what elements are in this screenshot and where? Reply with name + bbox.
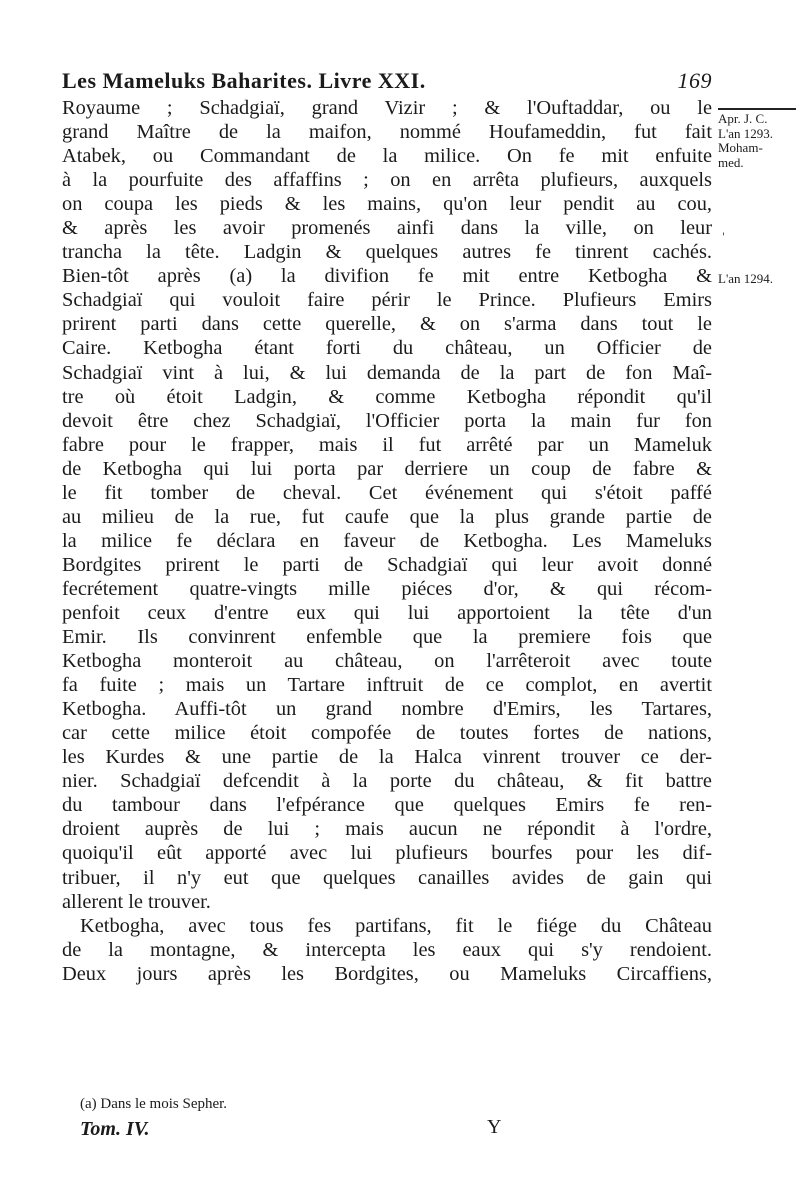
text-line: penfoit ceux d'entre eux qui lui apportoient la tête d'un (62, 601, 712, 624)
running-head (62, 68, 712, 98)
text-line: & après les avoir promenés ainfi dans la ville, on leur (62, 217, 712, 240)
text-line: la milice fe déclara en faveur de Ketbogha. Les Mameluks (62, 529, 712, 552)
body-text (62, 96, 712, 986)
text-line: le fit tomber de cheval. Cet événement qui s'étoit paffé (62, 481, 712, 504)
text-line: Ketbogha, avec tous fes partifans, fit le fiége du Château (80, 914, 712, 937)
text-line: Schadgiaï qui vouloit faire périr le Prince. Plufieurs Emirs (62, 289, 712, 312)
text-line: Ketbogha monteroit au château, on l'arrêteroit avec toute (62, 650, 712, 673)
margin-note-line: Moham- (718, 140, 763, 155)
text-line: car cette milice étoit compofée de toutes fortes de nations, (62, 722, 712, 745)
text-line: à la pourfuite des affaffins ; on en arrêta plufieurs, auxquels (62, 169, 712, 192)
margin-rule (718, 108, 796, 110)
text-line: Schadgiaï vint à lui, & lui demanda de la part de fon Maî- (62, 361, 712, 384)
page-number: 169 (677, 68, 712, 93)
text-line: tribuer, il n'y eut que quelques canailles avides de gain qui (62, 866, 712, 889)
margin-note-line: L'an 1293. (718, 125, 774, 141)
footnote: (a) Dans le mois Sepher. (80, 1096, 228, 1112)
text-line: devoit être chez Schadgiaï, l'Officier porta la main fur fon (62, 409, 712, 432)
text-line: Deux jours après les Bordgites, ou Mameluks Circaffiens, (62, 962, 712, 985)
text-line: nier. Schadgiaï defcendit à la porte du château, & fit battre (62, 770, 712, 793)
text-line: de Ketbogha qui lui porta par derriere un coup de fabre & (62, 457, 712, 480)
stray-mark: ' (722, 232, 725, 243)
text-line: droient auprès de lui ; mais aucun ne répondit à l'ordre, (62, 818, 712, 841)
text-line: prirent parti dans cette querelle, & on s'arma dans tout le (62, 313, 712, 336)
margin-note-date (718, 112, 798, 170)
margin-note-line: L'an 1294. (718, 271, 774, 286)
margin-note-line: med. (718, 154, 744, 170)
text-line: Caire. Ketbogha étant forti du château, un Officier de (62, 337, 712, 360)
signature-mark: Y (487, 1116, 502, 1138)
text-line: tre où étoit Ladgin, & comme Ketbogha répondit qu'il (62, 385, 712, 408)
margin-note-line: Apr. J. C. (718, 111, 768, 126)
text-line: on coupa les pieds & les mains, qu'on leur pendit au cou, (62, 193, 712, 216)
running-head-title: Les Mameluks Baharites. Livre XXI. (62, 68, 426, 93)
text-line: Ketbogha. Auffi-tôt un grand nombre d'Emirs, les Tartares, (62, 698, 712, 721)
text-line: Atabek, ou Commandant de la milice. On fe mit enfuite (62, 145, 712, 168)
text-line: fecrétement quatre-vingts mille piéces d'or, & qui récom- (62, 577, 712, 600)
text-line: quoiqu'il eût apporté avec lui plufieurs bourfes pour les dif- (62, 842, 712, 865)
text-line: Bordgites prirent le parti de Schadgiaï qui leur avoit donné (62, 553, 712, 576)
text-line: fa fuite ; mais un Tartare inftruit de ce complot, en avertit (62, 674, 712, 697)
text-line: de la montagne, & intercepta les eaux qui s'y rendoient. (62, 938, 712, 961)
text-line: trancha la tête. Ladgin & quelques autres fe tinrent cachés. (62, 241, 712, 264)
text-line: grand Maître de la maifon, nommé Houfameddin, fut fait (62, 121, 712, 144)
text-line: Emir. Ils convinrent enfemble que la premiere fois que (62, 626, 712, 649)
text-line: du tambour dans l'efpérance que quelques Emirs fe ren- (62, 794, 712, 817)
text-line: allerent le trouver. (62, 890, 211, 913)
text-line: les Kurdes & une partie de la Halca vinrent trouver ce der- (62, 746, 712, 769)
volume-signature: Tom. IV. (80, 1118, 150, 1140)
text-line: fabre pour le frapper, mais il fut arrêté par un Mameluk (62, 433, 712, 456)
margin-note-year (718, 272, 798, 287)
text-line: Royaume ; Schadgiaï, grand Vizir ; & l'Ouftaddar, ou le (62, 97, 712, 119)
text-line: au milieu de la rue, fut caufe que la plus grande partie de (62, 505, 712, 528)
text-line: Bien-tôt après (a) la divifion fe mit entre Ketbogha & (62, 265, 712, 288)
